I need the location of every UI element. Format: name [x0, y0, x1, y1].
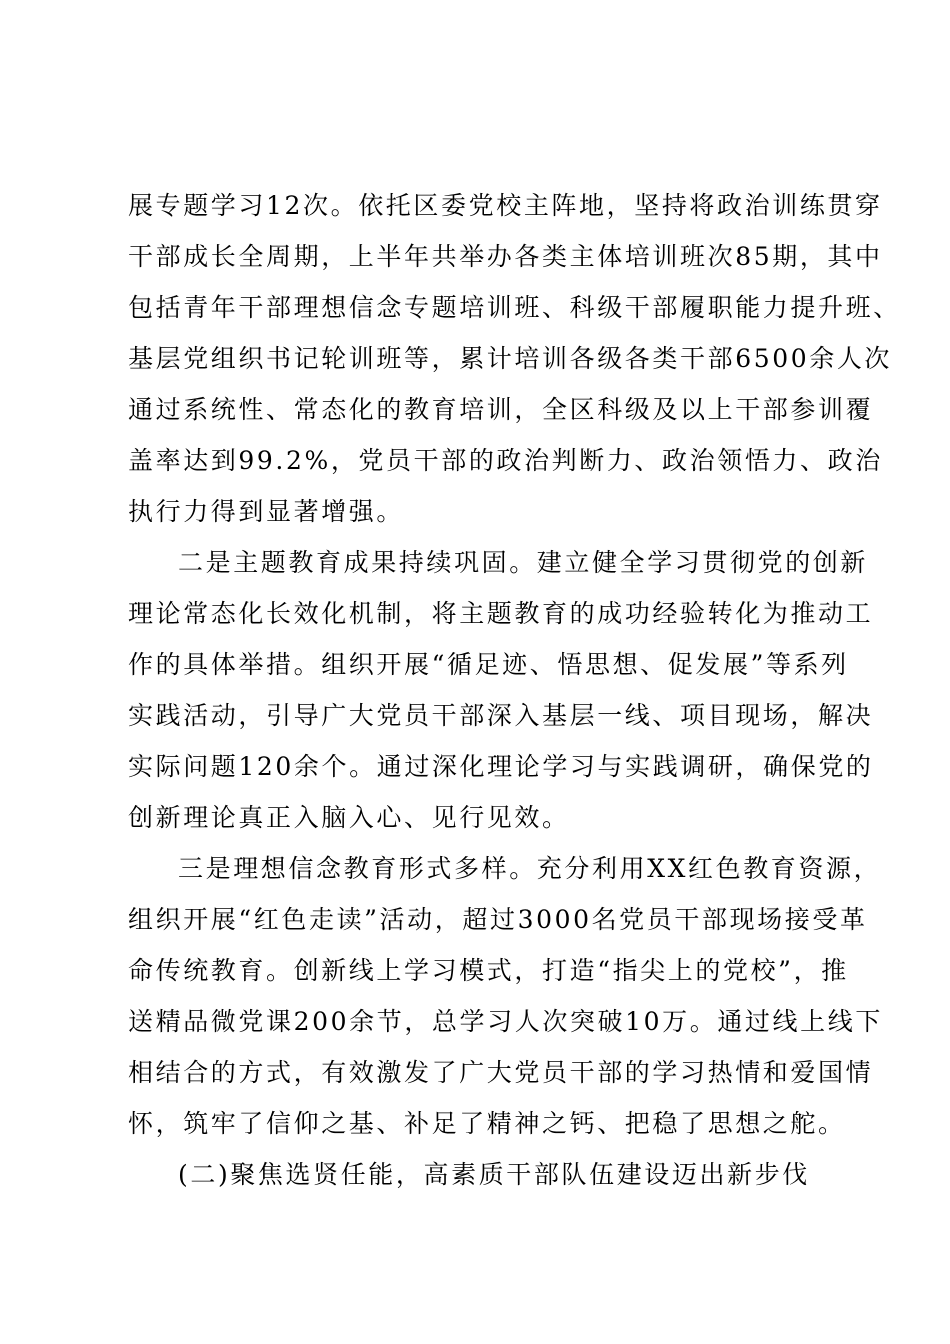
- text-line: 基层党组织书记轮训班等，累计培训各级各类干部6500余人次: [128, 344, 893, 373]
- paragraph-start-line: 三是理想信念教育形式多样。充分利用XX红色教育资源，: [178, 854, 882, 883]
- text-line: 干部成长全周期，上半年共举办各类主体培训班次85期，其中: [128, 242, 883, 271]
- text-line: 作的具体举措。组织开展“循足迹、悟思想、促发展”等系列: [128, 650, 849, 679]
- text-line: 送精品微党课200余节，总学习人次突破10万。通过线上线下: [128, 1007, 883, 1036]
- text-line: 盖率达到99.2%，党员干部的政治判断力、政治领悟力、政治: [128, 446, 883, 475]
- text-line: 理论常态化长效化机制，将主题教育的成功经验转化为推动工: [128, 599, 874, 628]
- text-line: 组织开展“红色走读”活动，超过3000名党员干部现场接受革: [128, 905, 868, 934]
- text-line: 怀，筑牢了信仰之基、补足了精神之钙、把稳了思想之舵。: [128, 1109, 846, 1138]
- text-line: 实践活动，引导广大党员干部深入基层一线、项目现场，解决: [128, 701, 874, 730]
- section-heading: (二)聚焦选贤任能，高素质干部队伍建设迈出新步伐: [178, 1160, 810, 1189]
- text-line: 展专题学习12次。依托区委党校主阵地，坚持将政治训练贯穿: [128, 191, 883, 220]
- text-line: 通过系统性、常态化的教育培训，全区科级及以上干部参训覆: [128, 395, 874, 424]
- text-line: 实际问题120余个。通过深化理论学习与实践调研，确保党的: [128, 752, 874, 781]
- paragraph-start-line: 二是主题教育成果持续巩固。建立健全学习贯彻党的创新: [178, 548, 869, 577]
- text-line: 包括青年干部理想信念专题培训班、科级干部履职能力提升班、: [128, 293, 901, 322]
- text-line: 执行力得到显著增强。: [128, 497, 405, 526]
- text-line: 创新理论真正入脑入心、见行见效。: [128, 803, 570, 832]
- text-line: 命传统教育。创新线上学习模式，打造“指尖上的党校”，推: [128, 956, 849, 985]
- text-line: 相结合的方式，有效激发了广大党员干部的学习热情和爱国情: [128, 1058, 874, 1087]
